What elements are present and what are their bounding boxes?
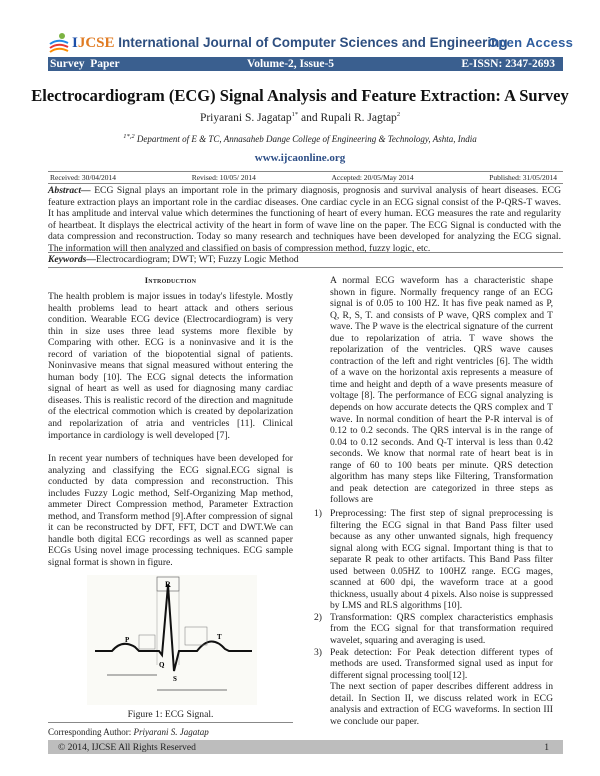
divider bbox=[48, 722, 293, 723]
journal-logo-icon bbox=[48, 32, 70, 56]
authors bbox=[0, 111, 600, 124]
steps-list bbox=[314, 508, 553, 727]
date-received: Received: 30/04/2014 bbox=[50, 173, 117, 182]
keywords bbox=[48, 254, 561, 265]
footer-bar bbox=[48, 740, 563, 754]
label-t: T bbox=[217, 633, 222, 641]
right-paragraph-1: A normal ECG waveform has a characteristic shape shown in figure. Normally frequency range of an ECG signal is of 0.05 to 100 HZ. It has five peak named as P, Q, R, S, T. and consists of P wave, QRS complex and T wave. The P wave is the electrical signature of the current due to repolarization of atria. T wave shows the repolarization of the ventricles. QRS wave causes contraction of the left and right ventricles [6]. The width of a wave on the horizontal axis represents a measure of time and height and depth of a wave presents measure of voltage [8]. The performance of ECG signal analyzing is depends on how accurate detects the QRS complex and T wave. In normal condition of heart the P-R interval is of 0.12 to 0.2 seconds. The QRS interval is in the range of 0.04 to 0.12 seconds. And Q-T interval is less than 0.42 seconds. We know that normal rate of heart beat is in range of 60 to 100 beats per minute. QRS detection algorithm has many steps like Filtering, Transformation and peak detection are categorized in three steps as follows are bbox=[330, 275, 553, 506]
list-item bbox=[314, 646, 553, 682]
keywords-text: Electrocardiogram; DWT; WT; Fuzzy Logic Method bbox=[95, 254, 299, 265]
copyright: © 2014, IJCSE All Rights Reserved bbox=[58, 741, 196, 753]
label-p: P bbox=[125, 636, 130, 644]
affiliation bbox=[0, 133, 600, 144]
list-number: 2) bbox=[314, 611, 322, 623]
abstract bbox=[48, 185, 561, 255]
author-2-sup: 2 bbox=[396, 111, 401, 118]
heading-text: Introduction bbox=[144, 275, 197, 285]
keywords-label: Keywords— bbox=[48, 254, 96, 265]
corresponding-author bbox=[48, 727, 209, 737]
list-number: 1) bbox=[314, 508, 322, 519]
list-text: Transformation: QRS complex characteristics emphasis from the ECG signal for that transformation required wavelet, squaring and averaging is used. bbox=[330, 611, 553, 647]
list-text: Preprocessing: The first step of signal preprocessing is filtering the ECG signal in that Band Pass filter used because as any other unwanted signals, high frequency signal along with ECG signal. Important thing is that to separate R peak to other artifacts. This Band Pass filter used between 0.05HZ to 100HZ range. ECG mages, scanned at 600 dpi, the waveform trace at a good thickness, usually about 4 pixels. Also noise is suppressed by LMS and RLS algorithms [10]. bbox=[330, 508, 553, 612]
list-number: 3) bbox=[314, 646, 322, 658]
divider bbox=[48, 267, 563, 268]
author-1: Priyarani S. Jagatap bbox=[199, 111, 292, 124]
journal-url[interactable]: www.ijcaonline.org bbox=[254, 152, 346, 164]
open-access-label: Open Access bbox=[488, 35, 574, 50]
abstract-text: ECG Signal plays an important role in the primary diagnosis, prognosis and survival analysis of heart diseases. ECG feature extraction plays an important role in the cardiac diseases. One cardiac cycle in an ECG signal consist of the P-QRS-T waves. It has amplitude and interval value which determines the functioning of heart of every human. ECG measures the rate and regularity of heartbeat. It displays the electrical activity of the heart in form of wave line on the paper. The ECG Signal is conducted with the data compression and reconstruction. Today so many research and techniques have been developed for analyzing the ECG signal. The information will then analyzed and classified on basis of compression method, fuzzy logic, etc. bbox=[48, 185, 561, 254]
list-text: Peak detection: For Peak detection different types of methods are used. Transformed signal used as input for different signal processing tool[12]. bbox=[330, 646, 553, 681]
intro-paragraph-2: In recent year numbers of techniques have been developed for analyzing and classifying the ECG signal.ECG signal is conducted by data compression and reconstruction. This includes Fuzzy Logic method, Self-Organizing Map method, ammeter Direct Compression method, Parameter Extraction method, and Transform method [9].After compression of signal it can be reconstructed by DFT, FFT, DCT and DWT.We can handle both digital ECG recordings as well as scanned paper ECGs Using novel image processing techniques. ECG sample signal format is shown in figure. bbox=[48, 453, 293, 568]
journal-title: International Journal of Computer Sciences and Engineering bbox=[118, 35, 508, 50]
divider bbox=[48, 183, 563, 184]
label-r: R bbox=[165, 580, 171, 589]
abstract-label: Abstract— bbox=[48, 185, 91, 196]
list-item bbox=[314, 508, 553, 612]
ecg-figure bbox=[87, 575, 257, 705]
label-s: S bbox=[173, 675, 177, 683]
date-published: Published: 31/05/2014 bbox=[489, 173, 557, 182]
right-paragraph-2: The next section of paper describes different address in detail. In Section II, we discuss related work in ECG analysis and extraction of ECG waveforms. In section III we conclude our paper. bbox=[330, 681, 553, 727]
journal-name bbox=[72, 35, 508, 52]
dates-row bbox=[48, 173, 563, 182]
list-item bbox=[314, 611, 553, 647]
corresponding-label: Corresponding Author: bbox=[48, 727, 134, 737]
figure-caption: Figure 1: ECG Signal. bbox=[127, 709, 214, 720]
page-number: 1 bbox=[544, 741, 549, 753]
corresponding-name: Priyarani S. Jagatap bbox=[133, 727, 209, 737]
label-q: Q bbox=[159, 661, 165, 669]
affiliation-sup: 1*,2 bbox=[123, 133, 135, 140]
date-revised: Revised: 10/05/ 2014 bbox=[191, 173, 256, 182]
logo-ij: I bbox=[72, 35, 78, 51]
intro-paragraph-1: The health problem is major issues in today's lifestyle. Mostly health problems lead to heart attack and others serious condition. Wearable ECG device (Electrocardiogram) is very thin in size uses three lead systems more flexible by Comparing with other. ECG is a noninvasive and it is the record of variation of the biopotential signal of patients. Noninvasive means that signal measured without entering the human body [10]. The ECG signal detects the information signal of heart as well as used for diagnosing many cardiac diseases. This is realistic record of the direction and magnitude of the electrical commotion which is created by depolarization and repolarization of atria and ventricles [11]. Clinical importance in cardiology is well developed [7]. bbox=[48, 291, 293, 441]
authors-and: and bbox=[298, 111, 321, 124]
paper-title: Electrocardiogram (ECG) Signal Analysis and Feature Extraction: A Survey bbox=[31, 86, 569, 105]
logo-cse: JCSE bbox=[77, 35, 115, 51]
author-2: Rupali R. Jagtap bbox=[320, 111, 397, 124]
author-1-sup: 1* bbox=[291, 111, 299, 118]
date-accepted: Accepted: 20/05/May 2014 bbox=[331, 173, 414, 182]
affiliation-text: Department of E & TC, Annasaheb Dange College of Engineering & Technology, Ashta, India bbox=[136, 134, 477, 144]
issn: E-ISSN: 2347-2693 bbox=[461, 58, 555, 70]
divider bbox=[48, 252, 563, 253]
paper-type: Survey Paper bbox=[50, 58, 120, 70]
volume-issue: Volume-2, Issue-5 bbox=[246, 58, 335, 70]
divider bbox=[48, 171, 563, 172]
section-heading-introduction bbox=[48, 275, 293, 285]
header-bar bbox=[48, 57, 563, 71]
